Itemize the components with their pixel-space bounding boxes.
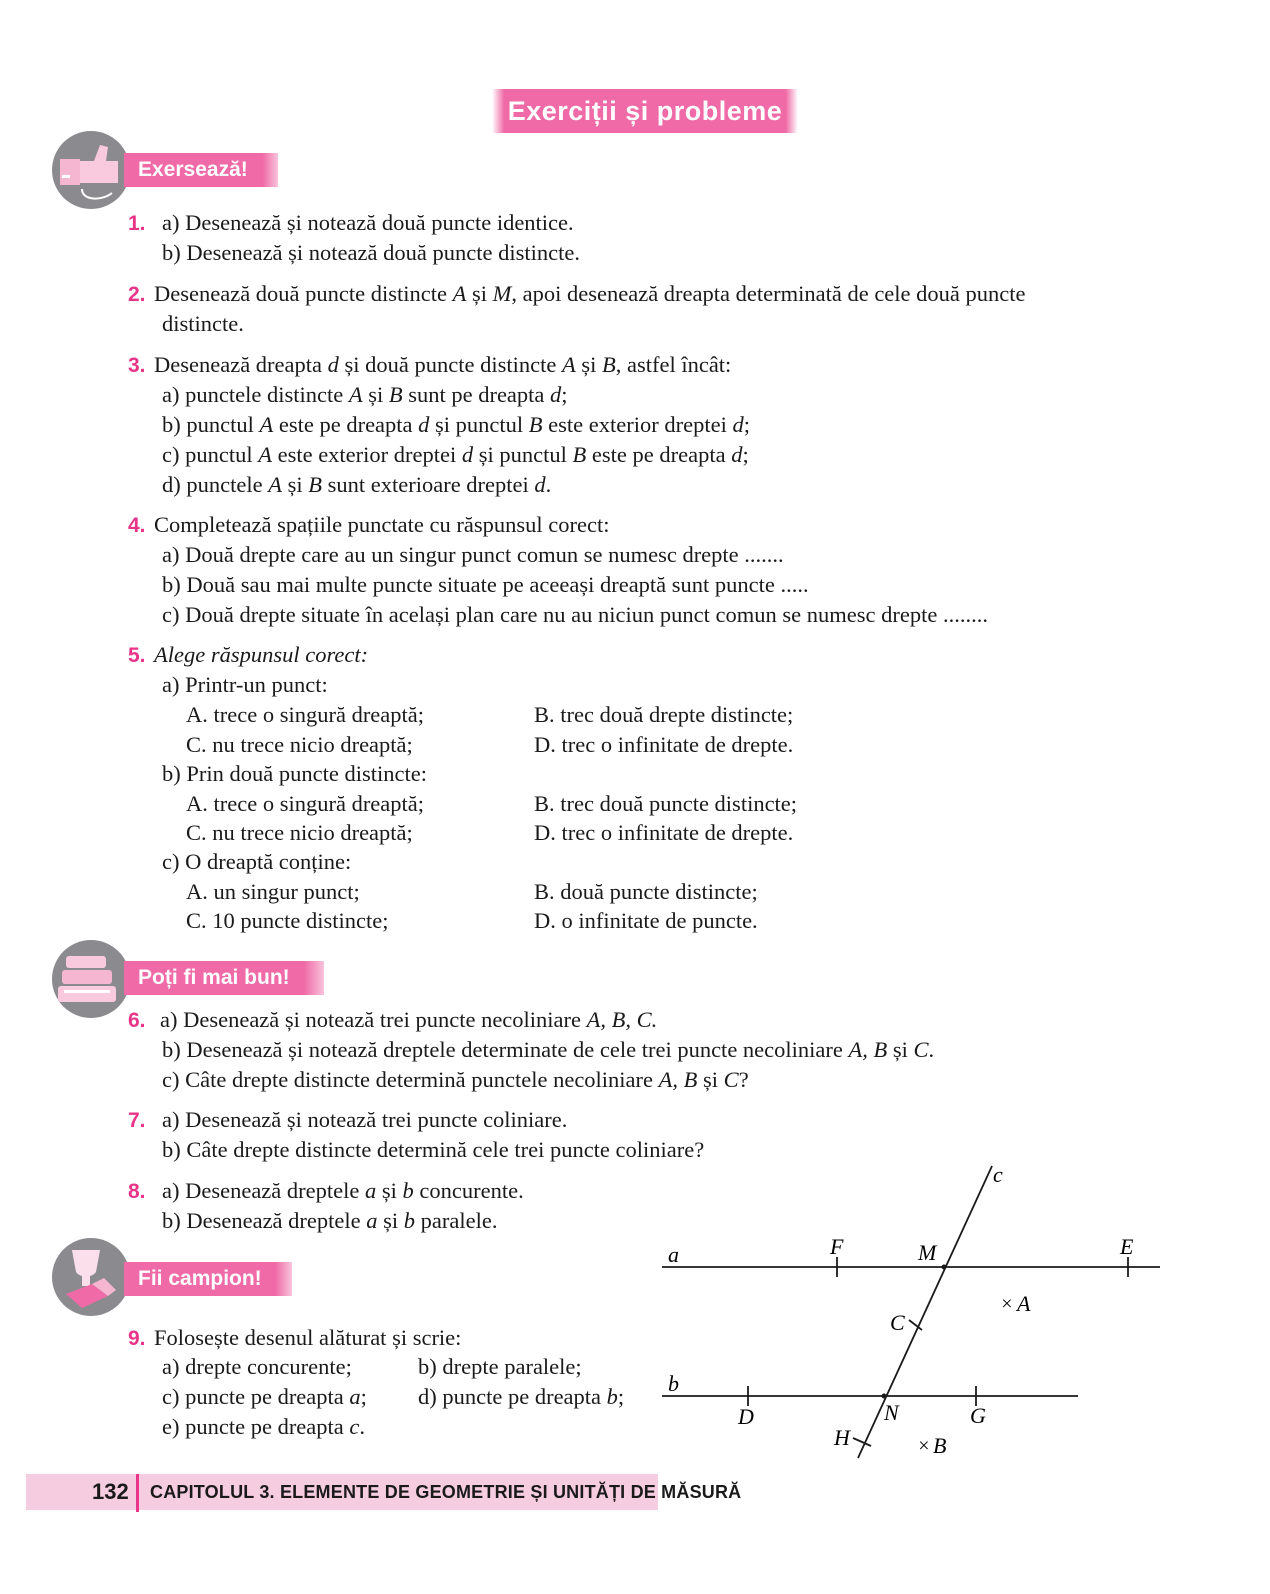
choice-5b-D: D. trec o infinitate de drepte. [534,820,794,845]
exercise-number: 2. [128,283,146,306]
label-point-F: F [830,1234,844,1259]
trophy-icon [52,1238,130,1316]
exercise-8-a: 8. a) Desenează dreptele a și b concurente. [128,1176,524,1207]
label-line-c: c [993,1162,1003,1187]
choice-5c-B: B. două puncte distincte; [534,879,758,904]
exercise-6-a: 6. a) Desenează și notează trei puncte necoliniare A, B, C. [128,1005,657,1036]
exercise-5-intro: 5. Alege răspunsul corect: [128,640,368,671]
choice-5b-A: A. trece o singură dreaptă; [186,791,425,816]
label-point-N: N [884,1400,899,1425]
exercise-3-d: d) punctele A și B sunt exterioare dreptei d. [162,472,552,497]
exercise-6-c: c) Câte drepte distincte determină punctele necoliniare A, B și C? [162,1067,749,1092]
label-point-D: D [738,1404,754,1429]
choice-5a-B: B. trec două drepte distincte; [534,702,794,727]
choice-5b-B: B. trec două puncte distincte; [534,791,798,816]
exercise-8-b: b) Desenează dreptele a și b paralele. [162,1208,498,1233]
thumbs-up-icon [52,131,130,209]
choice-5a-A: A. trece o singură dreaptă; [186,702,425,727]
exercise-5-a: a) Printr-un punct: [162,672,328,697]
exercise-number: 4. [128,514,146,537]
choice-5c-A: A. un singur punct; [186,879,360,904]
label-point-C: C [890,1310,905,1335]
exercise-number: 6. [128,1009,146,1032]
exercise-number: 7. [128,1109,146,1132]
stacked-books-icon [52,940,130,1018]
page-title: Exerciții și probleme [492,89,798,133]
exercise-2-line1: 2. Desenează două puncte distincte A și M, apoi desenează dreapta determinată de cele două puncte [128,279,1026,310]
choice-5a-C: C. nu trece nicio dreaptă; [186,732,413,757]
geometry-figure [650,1150,1170,1470]
exercise-number: 1. [128,212,146,235]
mark-point-B: × [917,1435,931,1457]
exercise-7-b: b) Câte drepte distincte determină cele trei puncte coliniare? [162,1137,705,1162]
exercise-5-b: b) Prin două puncte distincte: [162,761,427,786]
exercise-3-a: a) punctele distincte A și B sunt pe dreapta d; [162,382,568,407]
exercise-1-b: b) Desenează și notează două puncte distincte. [162,240,580,265]
exercise-4-c: c) Două drepte situate în același plan care nu au niciun punct comun se numesc drepte ........ [162,602,988,627]
exercise-number: 5. [128,644,146,667]
exercise-5-c: c) O dreaptă conține: [162,849,352,874]
mark-point-A: × [1000,1293,1014,1315]
page-number: 132 [92,1479,129,1504]
label-point-E: E [1120,1234,1134,1259]
label-point-M: M [918,1240,937,1265]
chapter-title: CAPITOLUL 3. ELEMENTE DE GEOMETRIE ȘI UNITĂȚI DE MĂSURĂ [150,1482,742,1502]
exercise-4-a: a) Două drepte care au un singur punct comun se numesc drepte ....... [162,542,784,567]
footer-separator [136,1474,139,1512]
exercise-1-a: 1. a) Desenează și notează două puncte identice. [128,208,574,239]
section-label-fii-campion: Fii campion! [124,1262,292,1296]
exercise-9-c: c) puncte pe dreapta a; [162,1384,367,1409]
tick-H [853,1438,871,1446]
exercise-4-intro: 4. Completează spațiile punctate cu răspunsul corect: [128,510,609,541]
exercise-9-a: a) drepte concurente; [162,1354,352,1379]
label-line-b: b [668,1371,679,1396]
label-line-a: a [668,1242,679,1267]
choice-5a-D: D. trec o infinitate de drepte. [534,732,794,757]
exercise-number: 9. [128,1327,146,1350]
choice-5c-C: C. 10 puncte distincte; [186,908,389,933]
exercise-9-e: e) puncte pe dreapta c. [162,1414,366,1439]
exercise-3-b: b) punctul A este pe dreapta d și punctul B este exterior dreptei d; [162,412,750,437]
section-label-poti-fi-mai-bun: Poți fi mai bun! [124,961,324,995]
exercise-9-intro: 9. Folosește desenul alăturat și scrie: [128,1323,461,1354]
exercise-number: 8. [128,1180,146,1203]
label-point-B: B [933,1433,947,1458]
point-N [882,1394,887,1399]
exercise-4-b: b) Două sau mai multe puncte situate pe aceeași dreaptă sunt puncte ..... [162,572,809,597]
exercise-number: 3. [128,354,146,377]
exercise-9-b: b) drepte paralele; [418,1354,582,1379]
exercise-3-intro: 3. Desenează dreapta d și două puncte distincte A și B, astfel încât: [128,350,731,381]
label-point-A: A [1017,1291,1031,1316]
exercise-9-d: d) puncte pe dreapta b; [418,1384,625,1409]
point-M [942,1265,947,1270]
label-point-G: G [970,1403,986,1428]
exercise-3-c: c) punctul A este exterior dreptei d și punctul B este pe dreapta d; [162,442,749,467]
exercise-2-line2: distincte. [162,311,244,336]
choice-5b-C: C. nu trece nicio dreaptă; [186,820,413,845]
exercise-7-a: 7. a) Desenează și notează trei puncte coliniare. [128,1105,567,1136]
section-label-exerseaza: Exersează! [124,153,278,187]
label-point-H: H [834,1425,850,1450]
exercise-6-b: b) Desenează și notează dreptele determinate de cele trei puncte necoliniare A, B și C. [162,1037,935,1062]
choice-5c-D: D. o infinitate de puncte. [534,908,758,933]
